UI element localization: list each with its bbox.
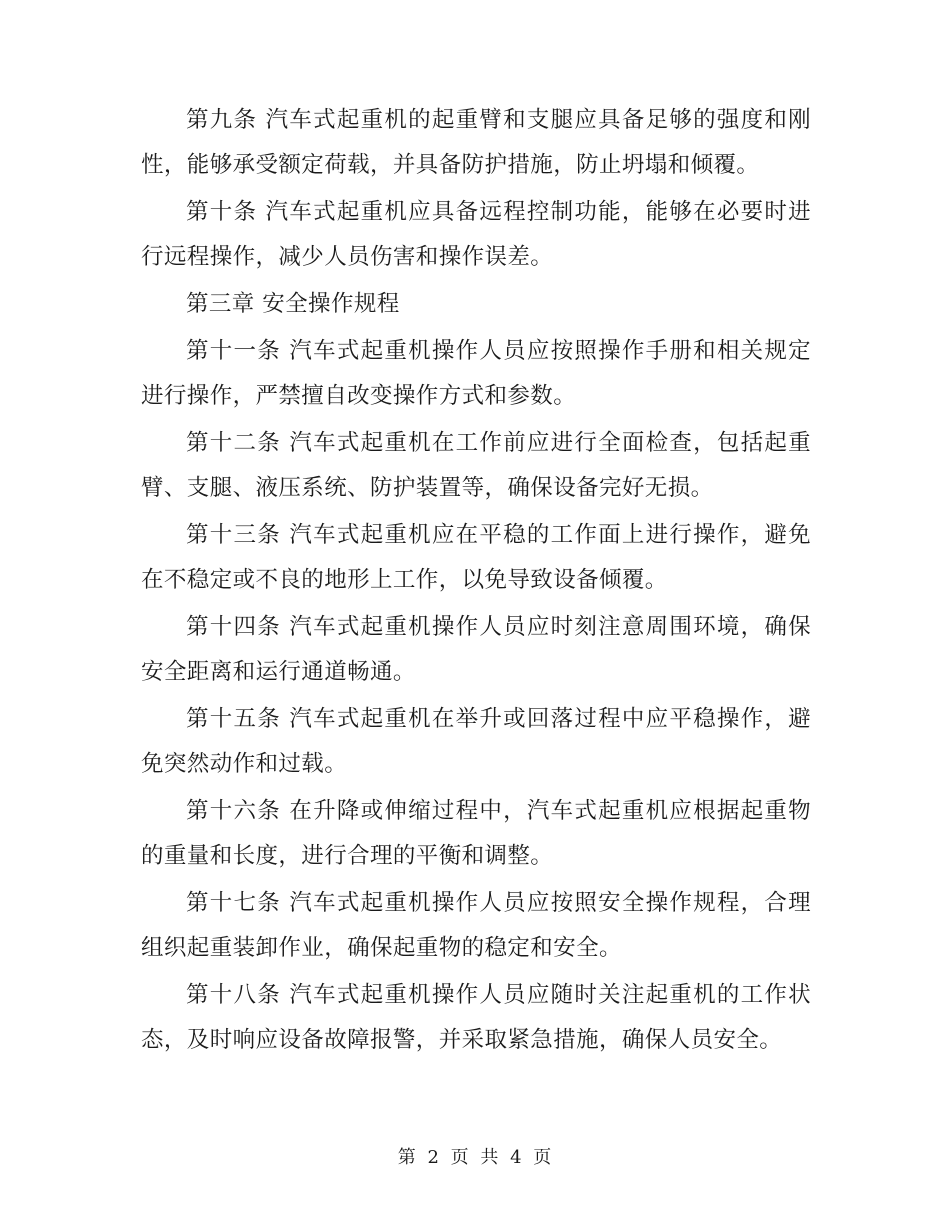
paragraph-article-16: 第十六条 在升降或伸缩过程中，汽车式起重机应根据起重物的重量和长度，进行合理的平衡和调整。 — [141, 798, 811, 869]
paragraph-article-11: 第十一条 汽车式起重机操作人员应按照操作手册和相关规定进行操作，严禁擅自改变操作方式和参数。 — [141, 338, 811, 409]
page-footer: 第 2 页 共 4 页 — [397, 1147, 553, 1168]
paragraph-article-10: 第十条 汽车式起重机应具备远程控制功能，能够在必要时进行远程操作，减少人员伤害和操作误差。 — [141, 199, 811, 270]
paragraph-article-13: 第十三条 汽车式起重机应在平稳的工作面上进行操作，避免在不稳定或不良的地形上工作，以免导致设备倾覆。 — [141, 522, 811, 593]
paragraph-article-14: 第十四条 汽车式起重机操作人员应时刻注意周围环境，确保安全距离和运行通道畅通。 — [141, 614, 811, 685]
paragraph-article-18: 第十八条 汽车式起重机操作人员应随时关注起重机的工作状态，及时响应设备故障报警，并采取紧急措施，确保人员安全。 — [141, 982, 811, 1053]
document-body — [141, 98, 811, 1065]
chapter-heading: 第三章 安全操作规程 — [186, 291, 400, 317]
paragraph-article-15: 第十五条 汽车式起重机在举升或回落过程中应平稳操作，避免突然动作和过载。 — [141, 706, 811, 777]
paragraph-article-12: 第十二条 汽车式起重机在工作前应进行全面检查，包括起重臂、支腿、液压系统、防护装置等，确保设备完好无损。 — [141, 430, 811, 501]
paragraph-article-17: 第十七条 汽车式起重机操作人员应按照安全操作规程，合理组织起重装卸作业，确保起重物的稳定和安全。 — [141, 890, 811, 961]
paragraph-article-9: 第九条 汽车式起重机的起重臂和支腿应具备足够的强度和刚性，能够承受额定荷载，并具备防护措施，防止坍塌和倾覆。 — [141, 107, 811, 178]
